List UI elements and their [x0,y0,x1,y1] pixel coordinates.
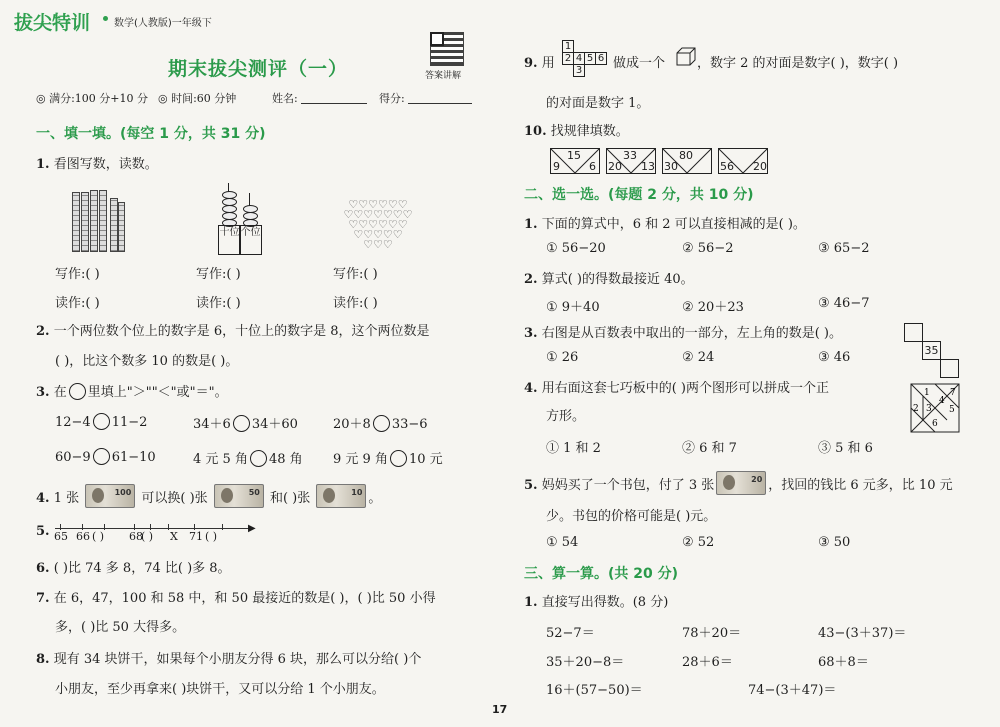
net-cell: 6 [595,52,607,65]
nl-label: 68 [129,530,143,543]
nl-blank[interactable]: ( ) [92,530,105,543]
tick [168,524,169,530]
compare-circle [390,450,407,467]
calc-2[interactable]: 78＋20＝ [682,626,742,641]
calc-1[interactable]: 52−7＝ [546,626,595,641]
compare-circle [93,448,110,465]
banknote-50-icon: 50 [214,484,264,508]
s2-q4-opt1[interactable]: ① 1 和 2 [546,441,601,456]
circle-icon [69,383,86,400]
calc-6[interactable]: 68＋8＝ [818,655,869,670]
q1-2-line1: 2. 一个两位数个位上的数字是 6，十位上的数字是 8，这个两位数是 [36,324,430,339]
tick [104,524,105,530]
nl-label: X [170,530,178,543]
score-label: 得分: [379,92,405,105]
q1-6[interactable]: 6. ( )比 74 多 8，74 比( )多 8。 [36,561,231,576]
s2-q1[interactable]: 1. 下面的算式中，6 和 2 可以直接相减的是( )。 [524,217,806,232]
s2-q3-opt2[interactable]: ② 24 [682,350,715,365]
compare-circle [93,413,110,430]
cube-icon [676,47,696,67]
calc-4[interactable]: 35＋20−8＝ [546,655,625,670]
qr-caption: 答案讲解 [425,71,462,81]
s2-q3-opt1[interactable]: ① 26 [546,350,579,365]
compare-2[interactable]: 34＋6 34＋60 [193,417,298,432]
q10: 10. 找规律填数。 [524,124,629,139]
s2-q1-opt3[interactable]: ③ 65−2 [818,241,870,256]
q1-read-3[interactable]: 读作:( ) [333,296,378,311]
s2-q4-opt3[interactable]: ③ 5 和 6 [818,441,873,456]
s3-q1: 1. 直接写出得数。(8 分) [524,595,669,610]
pattern-box-1[interactable]: 15 9 6 [550,148,600,174]
tangram-image [910,383,960,433]
tangram-label: 1 [924,388,930,398]
net-cell: 1 [562,40,574,53]
qr-corner-icon [430,32,444,46]
s2-q1-opt1[interactable]: ① 56−20 [546,241,606,256]
s2-q2-opt3[interactable]: ③ 46−7 [818,296,870,311]
tangram-label: 4 [939,396,945,406]
hundred-chart-cell-35: 35 [922,341,941,360]
abacus-image [218,183,264,255]
q1-1: 1. 看图写数，读数。 [36,157,158,172]
counting-rods-image [72,190,124,252]
meta-score: ◎ 满分:100 分+10 分 [36,92,149,105]
q1-write-1[interactable]: 写作:( ) [55,267,100,282]
q1-8-line1[interactable]: 8. 现有 34 块饼干，如果每个小朋友分得 6 块，那么可以分给( )个 [36,652,422,667]
s2-q5-line1[interactable]: 5. 妈妈买了一个书包，付了 3 张 20 ，找回的钱比 6 元多，比 10 元 [524,471,953,495]
s2-q3[interactable]: 3. 右图是从百数表中取出的一部分，左上角的数是( )。 [524,326,842,341]
tick [222,524,223,530]
book-subtitle: 数学(人教版)一年级下 [114,18,212,29]
net-cell: 2 [562,52,574,65]
q1-5-number: 5. [36,524,50,539]
s2-q2-opt2[interactable]: ② 20＋23 [682,300,744,315]
section1-heading: 一、填一填。(每空 1 分，共 31 分) [36,126,266,142]
arrow-right-icon: ▶ [248,523,256,534]
name-label: 姓名: [272,92,298,105]
calc-5[interactable]: 28＋6＝ [682,655,733,670]
compare-1[interactable]: 12−4 11−2 [55,415,148,430]
s2-q2[interactable]: 2. 算式( )的得数最接近 40。 [524,272,694,287]
brand-logo: 拔尖特训 [14,12,91,34]
s2-q5-opt2[interactable]: ② 52 [682,535,715,550]
compare-circle [233,415,250,432]
tangram-label: 6 [932,419,938,429]
name-blank[interactable] [301,103,367,104]
compare-4[interactable]: 60−9 61−10 [55,450,156,465]
nl-label: 71 [189,530,203,543]
net-cell: 4 [573,52,585,65]
s2-q5-opt1[interactable]: ① 54 [546,535,579,550]
q9-line2: 的对面是数字 1。 [546,96,650,111]
pattern-box-2[interactable]: 33 20 13 [608,149,655,173]
s2-q1-opt2[interactable]: ② 56−2 [682,241,734,256]
s2-q4-opt2[interactable]: ② 6 和 7 [682,441,737,456]
section2-heading: 二、选一选。(每题 2 分，共 10 分) [524,187,754,203]
q9-pre: 9. 用 [524,56,555,71]
nl-label: 65 [54,530,68,543]
nl-blank[interactable]: ( ) [205,530,218,543]
q1-read-1[interactable]: 读作:( ) [55,296,100,311]
q1-4[interactable]: 4. 1 张 100 可以换( )张 50 和( )张 10 。 [36,484,381,508]
page-number: 17 [492,703,508,716]
q1-8-line2[interactable]: 小朋友，至少再拿来( )块饼干，又可以分给 1 个小朋友。 [55,682,385,697]
s2-q5-opt3[interactable]: ③ 50 [818,535,851,550]
pattern-box-3[interactable]: 80 30 [662,148,712,174]
banknote-10-icon: 10 [316,484,366,508]
hearts-image: ♡♡♡♡♡♡ ♡♡♡♡♡♡♡ ♡♡♡♡♡♡ ♡♡♡♡♡ ♡♡♡ [343,198,413,251]
s2-q3-opt3[interactable]: ③ 46 [818,350,851,365]
brand-dot [103,16,108,21]
net-cell: 3 [573,64,585,77]
compare-circle [250,450,267,467]
nl-label: 66 [76,530,90,543]
compare-3[interactable]: 20＋8 33−6 [333,417,428,432]
s2-q4-line1[interactable]: 4. 用右面这套七巧板中的( )两个图形可以拼成一个正 [524,381,829,396]
tangram-label: 5 [949,405,955,415]
banknote-100-icon: 100 [85,484,135,508]
tangram-label: 2 [913,404,919,414]
pattern-box-4[interactable]: 56 20 [718,148,768,174]
hundred-chart-cell [940,359,959,378]
nl-blank[interactable]: ( ) [141,530,154,543]
compare-circle [373,415,390,432]
q1-2-line2[interactable]: ( )，比这个数多 10 的数是( )。 [55,354,239,369]
s2-q5-line2[interactable]: 少。书包的价格可能是( )元。 [546,509,717,524]
calc-8[interactable]: 74−(3＋47)＝ [748,683,837,698]
meta-time: ◎ 时间:60 分钟 [158,92,237,105]
q1-write-3[interactable]: 写作:( ) [333,267,378,282]
calc-7[interactable]: 16＋(57−50)＝ [546,683,643,698]
q9-post: 做成一个 [613,56,666,71]
banknote-20-icon: 20 [716,471,766,495]
score-blank[interactable] [408,103,472,104]
hundred-chart-cell [904,323,923,342]
tangram-label: 3 [926,404,932,414]
exam-title: 期末拔尖测评（一） [168,58,349,80]
net-cell: 5 [584,52,596,65]
q1-read-2[interactable]: 读作:( ) [196,296,241,311]
abacus-tens-label: 十位 [218,225,241,255]
compare-5[interactable]: 4 元 5 角 48 角 [193,452,303,467]
abacus-ones-label: 个位 [239,225,262,255]
q1-write-2[interactable]: 写作:( ) [196,267,241,282]
compare-6[interactable]: 9 元 9 角 10 元 [333,452,443,467]
section3-heading: 三、算一算。(共 20 分) [524,566,679,582]
q1-3-instruction: 3. 在 里填上"＞""＜"或"＝"。 [36,385,228,400]
q1-7-line1[interactable]: 7. 在 6，47，100 和 58 中，和 50 最接近的数是( )，( )比 50 小得 [36,591,436,606]
s2-q2-opt1[interactable]: ① 9＋40 [546,300,600,315]
q9-blanks[interactable]: ，数字 2 的对面是数字( )，数字( ) [697,56,899,71]
tangram-label: 7 [950,388,956,398]
q1-7-line2[interactable]: 多，( )比 50 大得多。 [55,620,186,635]
s2-q4-line2: 方形。 [546,409,586,424]
calc-3[interactable]: 43−(3＋37)＝ [818,626,907,641]
